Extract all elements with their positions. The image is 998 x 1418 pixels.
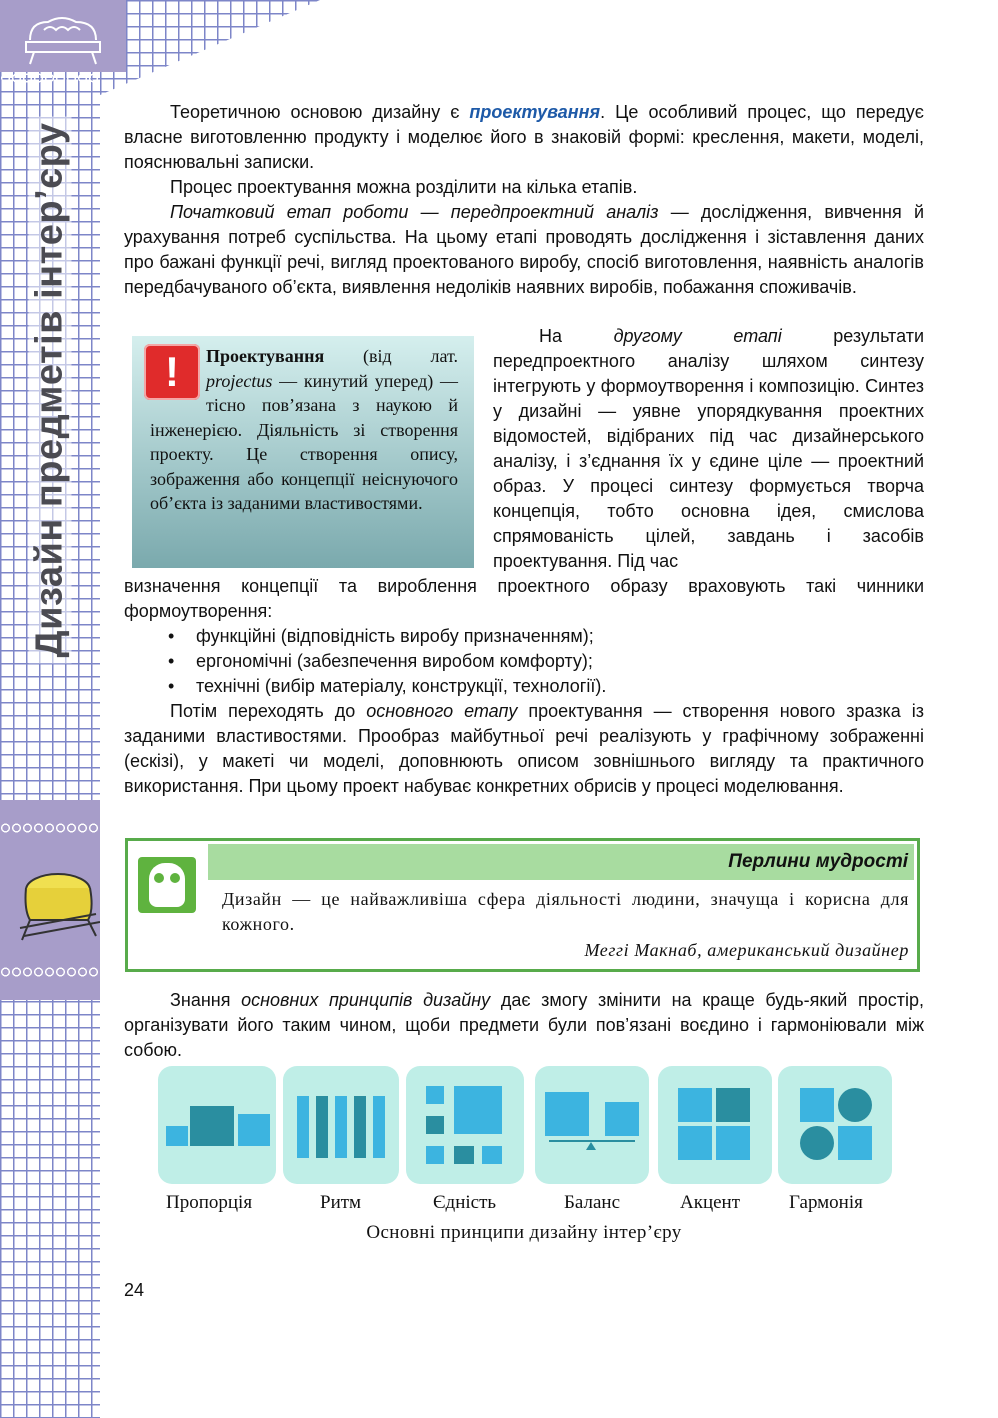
wisdom-author: Меггі Макнаб, американський дизайнер xyxy=(584,940,909,960)
owl-eye xyxy=(154,873,164,883)
owl-body xyxy=(149,863,185,907)
text: (від лат. xyxy=(324,346,458,366)
key-term: проектування xyxy=(469,102,601,122)
definition-term: Проектування xyxy=(206,346,325,366)
latin-word: projectus xyxy=(206,370,273,391)
factors-list xyxy=(124,624,924,699)
main-text-end xyxy=(124,988,924,1063)
dots-decoration xyxy=(0,72,100,84)
dots-decoration xyxy=(0,822,100,834)
sofa-icon xyxy=(0,0,126,72)
principle-label: Ритм xyxy=(320,1192,362,1213)
proportion-icon xyxy=(158,1066,276,1184)
accent-icon xyxy=(658,1066,772,1184)
list-item-text: ергономічні (забезпечення виробом комфорту); xyxy=(196,651,593,671)
harmony-icon xyxy=(778,1066,892,1184)
chair-icon-tab xyxy=(0,800,100,1000)
text: На xyxy=(539,326,614,346)
text: Знання xyxy=(170,990,242,1010)
italic-text: другому етапі xyxy=(613,326,782,346)
dots-decoration xyxy=(0,966,100,978)
principle-label: Гармонія xyxy=(789,1192,863,1213)
principle-label: Єдність xyxy=(433,1192,497,1213)
sofa-icon-tab xyxy=(0,0,126,72)
main-text xyxy=(124,100,924,300)
text: дає змогу змінити на краще будь-який простір, організувати його таким чином, щоби предмети були пов’язані воєдино і гармоніювали між собою. xyxy=(124,990,924,1060)
text: результати передпроектного аналізу шляхом синтезу інтегрують у формоутворення і композицію. Синтез у дизайні — уявне упорядкування проектних відомостей, відібраних під час дизайнерського аналізу, і з’єднання їх у єдине ціле — проектний образ. У процесі синтезу формується творча концепція, тобто основна ідея, смислова спрямованість цілей, завдань і засобів проектування. Під час xyxy=(493,326,925,571)
paragraph-4-continued: визначення концепції та вироблення проектного образу враховують такі чинники формоутворення: xyxy=(124,576,924,621)
design-principles-illustration xyxy=(158,1066,894,1186)
italic-text: основного етапу xyxy=(366,701,518,721)
text: Потім переходять до xyxy=(170,701,367,721)
unity-icon xyxy=(406,1066,524,1184)
paragraph-3 xyxy=(124,200,924,300)
wisdom-box xyxy=(125,838,920,972)
page-number: 24 xyxy=(124,1280,145,1300)
list-item xyxy=(124,649,924,674)
text: Теоретичною основою дизайну є xyxy=(170,102,470,122)
principle-label: Пропорція xyxy=(166,1192,253,1213)
list-item xyxy=(124,624,924,649)
paragraph-2: Процес проектування можна розділити на кілька етапів. xyxy=(170,177,638,197)
paragraph-6 xyxy=(124,988,924,1063)
list-item-text: функційні (відповідність виробу призначенням); xyxy=(196,626,594,646)
exclamation-icon: ! xyxy=(144,344,200,400)
text: — кинутий уперед) — тісно пов’язана з наукою й інженерією. Діяльність зі створення проекту. Це створення опису, зображення або концепції неіснуючого об’єкта із заданими властивостями. xyxy=(150,370,458,513)
italic-text: основних принципів дизайну xyxy=(241,990,491,1010)
list-item xyxy=(124,674,924,699)
paragraph-5 xyxy=(124,699,924,799)
principle-label: Баланс xyxy=(564,1192,621,1213)
wisdom-quote: Дизайн — це найважливіша сфера діяльності людини, значуща і корисна для кожного. xyxy=(222,889,909,934)
owl-eye xyxy=(170,873,180,883)
balance-icon xyxy=(535,1066,649,1184)
top-grid-decoration xyxy=(100,0,320,95)
list-item-text: технічні (вибір матеріалу, конструкції, технології). xyxy=(196,676,607,696)
text: проектування — створення нового зразка із заданими властивостями. Прообраз майбутньої речі реалізують у графічному зображенні (ескізі), у макеті чи моделі, доповнюють описом зовнішнього вигляду та практичного використання. При цьому проект набуває конкретних обрисів у процесі моделювання. xyxy=(124,701,924,796)
paragraph-1 xyxy=(124,100,924,175)
wisdom-heading: Перлини мудрості xyxy=(208,844,914,880)
owl-icon xyxy=(138,857,196,913)
section-title-vertical: Дизайн предметів інтер’єру xyxy=(29,117,72,664)
figure-caption: Основні принципи дизайну інтер’єру xyxy=(366,1222,682,1243)
rhythm-icon xyxy=(283,1066,399,1184)
principle-label: Акцент xyxy=(680,1192,741,1213)
text: . Це особливий процес, що передує власне виготовленню продукту і моделює його в знаковій формі: креслення, макети, моделі, пояснювальні записки. xyxy=(124,102,924,172)
main-text-continued xyxy=(124,574,924,799)
text: — дослідження, вивчення й урахування потреб суспільства. На цьому етапі проводять дослідження і зіставлення даних про бажані функції речі, вигляд проектованого виробу, спосіб виготовлення, наявність аналогів передбачуваного об’єкта, виявлення недоліків наявних виробів, побажання споживачів. xyxy=(124,202,924,297)
italic-text: Початковий етап роботи — передпроектний аналіз xyxy=(170,202,659,222)
paragraph-4 xyxy=(493,324,924,574)
definition-box xyxy=(132,336,474,568)
